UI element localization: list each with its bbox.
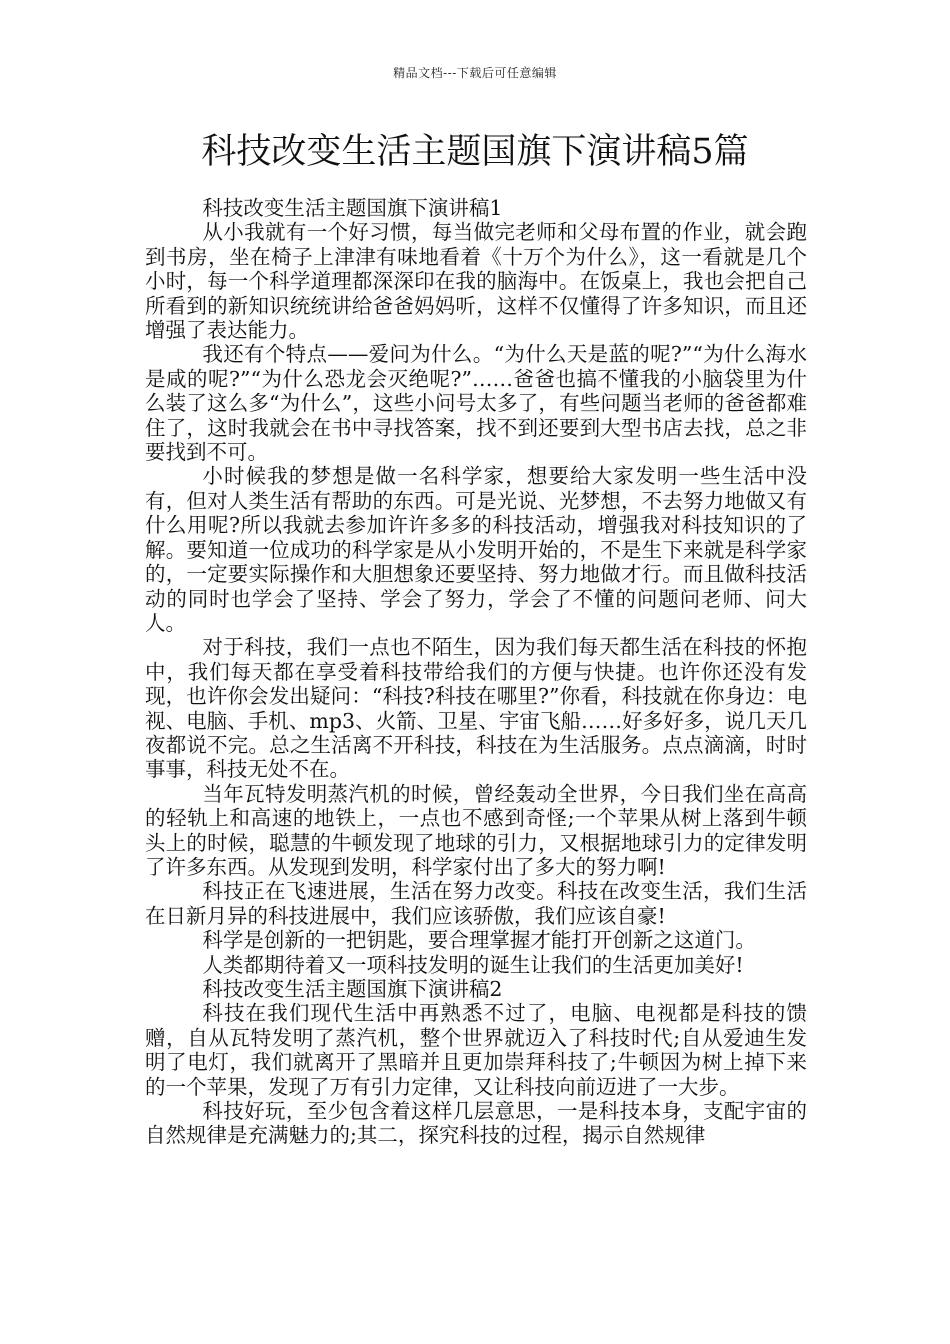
paragraph: 对于科技，我们一点也不陌生，因为我们每天都生活在科技的怀抱中，我们每天都在享受着科技带给我们的方便与快捷。也许你还没有发现，也许你会发出疑问：“科技?科技在哪里?”你看，科技就在你身边：电视、电脑、手机、mp3、火箭、卫星、宇宙飞船……好多好多，说几天几夜都说不完。总之生活离不开科技，科技在为生活服务。点点滴滴，时时事事，科技无处不在。	[145, 635, 807, 782]
paragraph: 科技在我们现代生活中再熟悉不过了，电脑、电视都是科技的馈赠，自从瓦特发明了蒸汽机，整个世界就迈入了科技时代;自从爱迪生发明了电灯，我们就离开了黑暗并且更加崇拜科技了;牛顿因为树上掉下来的一个苹果，发现了万有引力定律，又让科技向前迈进了一大步。	[145, 1001, 807, 1099]
paragraph: 科技好玩，至少包含着这样几层意思，一是科技本身，支配宇宙的自然规律是充满魅力的;其二，探究科技的过程，揭示自然规律	[145, 1099, 807, 1148]
document-body	[145, 196, 807, 1148]
paragraph: 我还有个特点——爱问为什么。“为什么天是蓝的呢?”“为什么海水是咸的呢?”“为什么恐龙会灭绝呢?”……爸爸也搞不懂我的小脑袋里为什么装了这么多“为什么”，这些小问号太多了，有些问题当老师的爸爸都难住了，这时我就会在书中寻找答案，找不到还要到大型书店去找，总之非要找到不可。	[145, 342, 807, 465]
paragraph: 从小我就有一个好习惯，每当做完老师和父母布置的作业，就会跑到书房，坐在椅子上津津有味地看着《十万个为什么》，这一看就是几个小时，每一个科学道理都深深印在我的脑海中。在饭桌上，我也会把自己所看到的新知识统统讲给爸爸妈妈听，这样不仅懂得了许多知识，而且还增强了表达能力。	[145, 220, 807, 343]
speech-2-heading: 科技改变生活主题国旗下演讲稿2	[202, 977, 503, 1001]
document-title: 科技改变生活主题国旗下演讲稿5篇	[201, 132, 749, 172]
paragraph: 当年瓦特发明蒸汽机的时候，曾经轰动全世界，今日我们坐在高高的轻轨上和高速的地铁上，一点也不感到奇怪;一个苹果从树上落到牛顿头上的时候，聪慧的牛顿发现了地球的引力，又根据地球引力的定律发明了许多东西。从发现到发明，科学家付出了多大的努力啊!	[145, 781, 807, 879]
paragraph: 科技正在飞速进展，生活在努力改变。科技在改变生活，我们生活在日新月异的科技进展中，我们应该骄傲，我们应该自豪!	[145, 879, 807, 928]
paragraph: 小时候我的梦想是做一名科学家，想要给大家发明一些生活中没有，但对人类生活有帮助的东西。可是光说、光梦想，不去努力地做又有什么用呢?所以我就去参加许许多多的科技活动，增强我对科技知识的了解。要知道一位成功的科学家是从小发明开始的，不是生下来就是科学家的，一定要实际操作和大胆想象还要坚持、努力地做才行。而且做科技活动的同时也学会了坚持、学会了努力，学会了不懂的问题问老师、问大人。	[145, 464, 807, 635]
paragraph: 人类都期待着又一项科技发明的诞生让我们的生活更加美好!	[202, 952, 744, 977]
page-header-watermark: 精品文档---下载后可任意编辑	[393, 66, 557, 80]
paragraph: 科学是创新的一把钥匙，要合理掌握才能打开创新之这道门。	[202, 928, 756, 953]
speech-1-heading: 科技改变生活主题国旗下演讲稿1	[202, 196, 503, 220]
